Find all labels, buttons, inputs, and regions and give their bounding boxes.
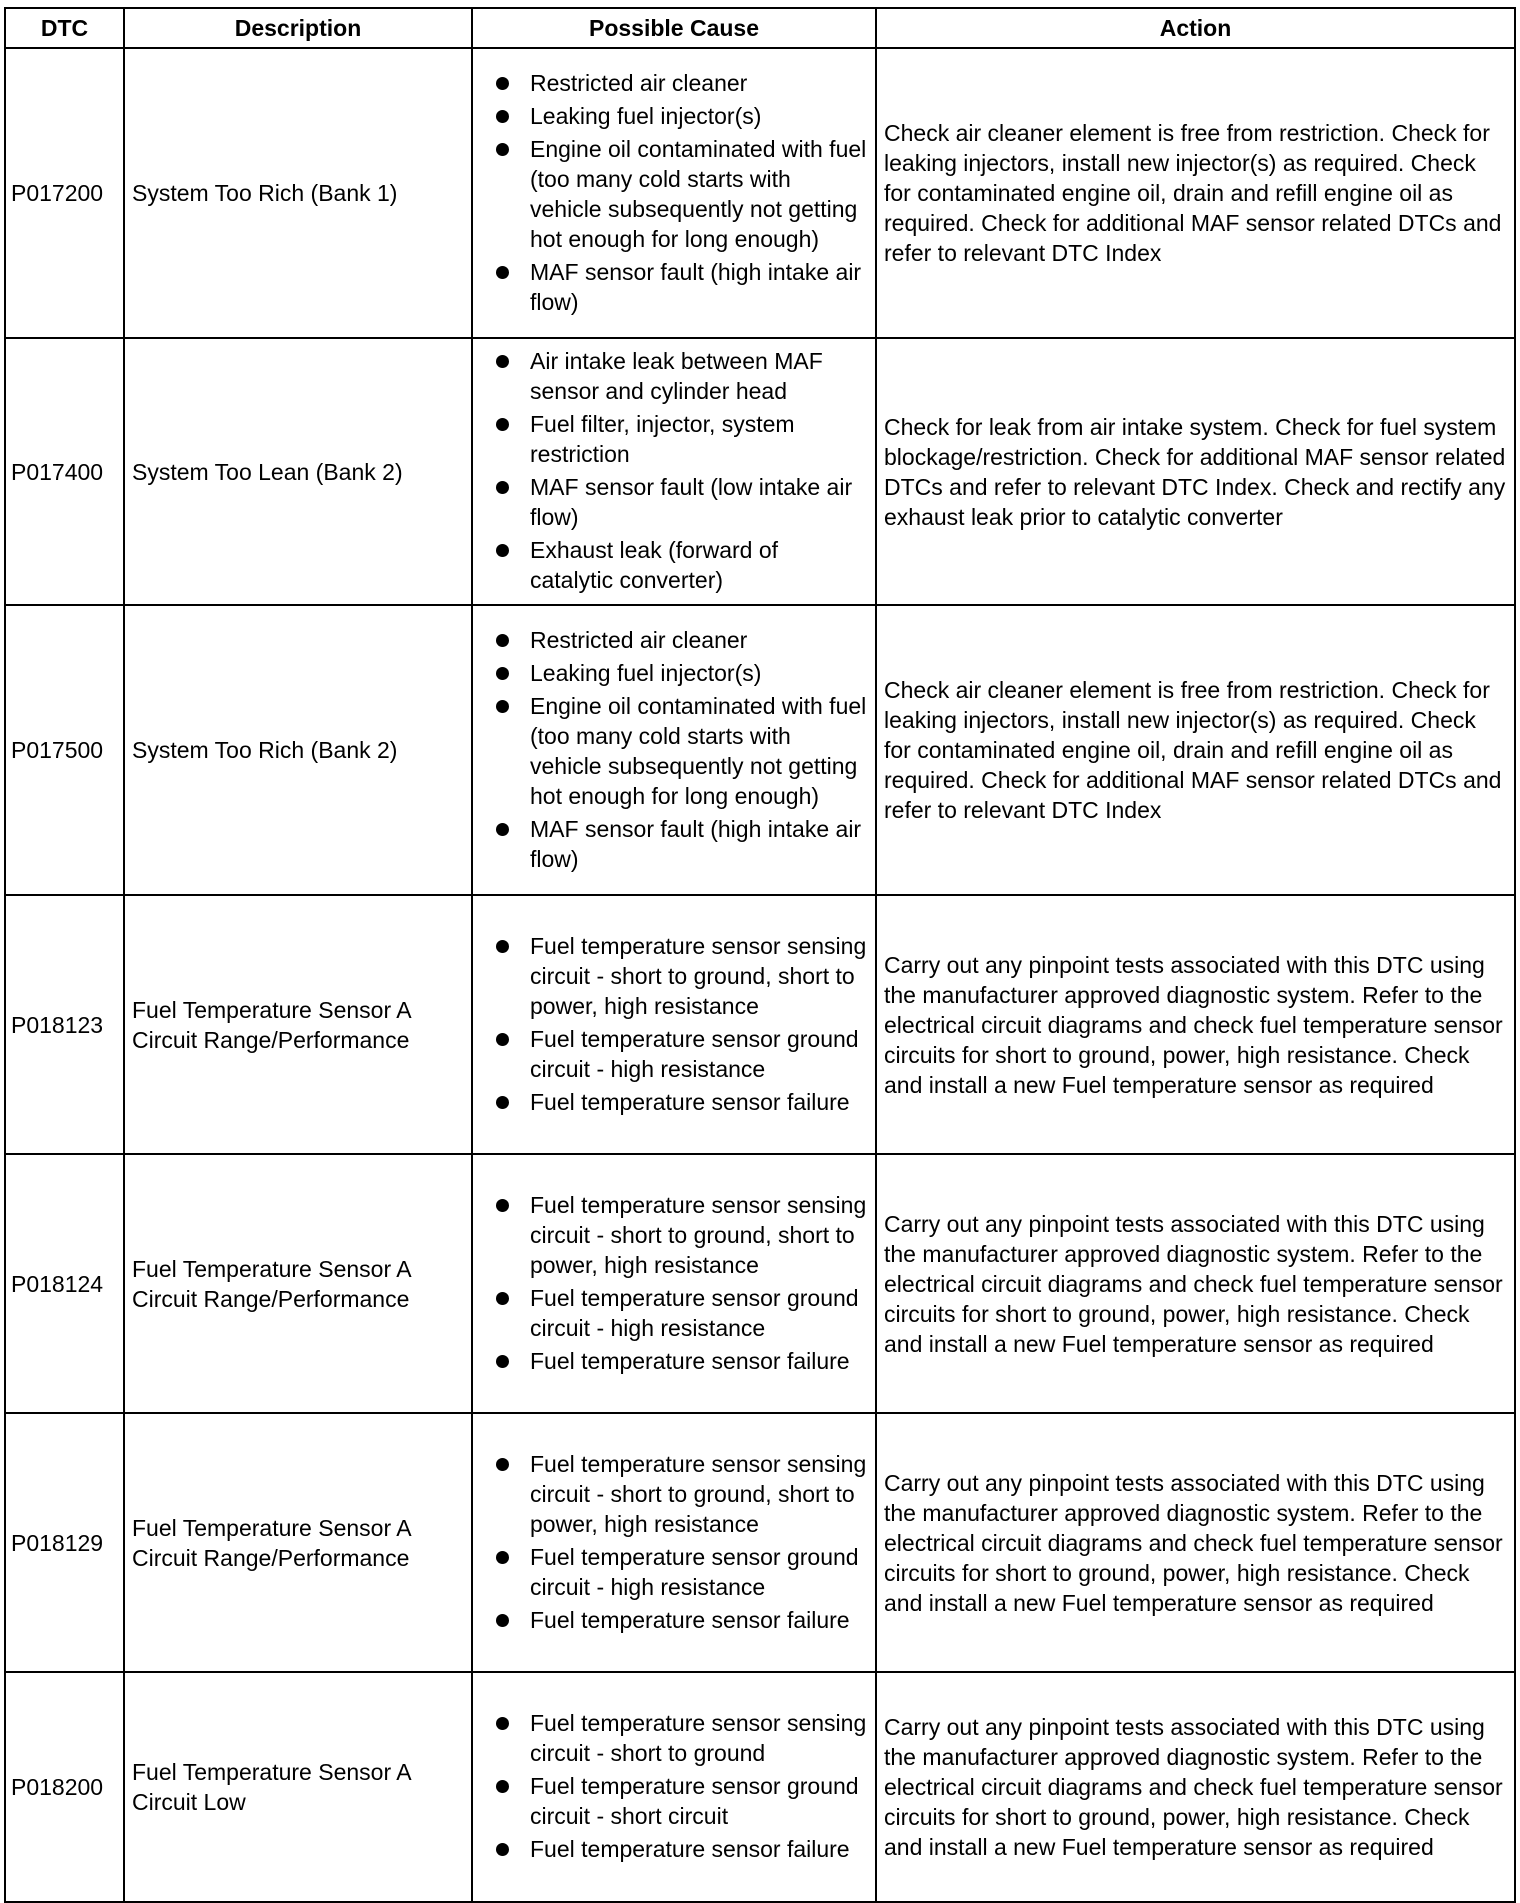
action-text: Carry out any pinpoint tests associated with this DTC using the manufacturer approved diagnostic system. Refer to the electrical circuit diagrams and check fuel temperature sensor circuits for short to ground, power, high resistance. Check and install a new Fuel temperature sensor as required [876, 1413, 1515, 1672]
cause-list [480, 68, 869, 317]
action-text: Carry out any pinpoint tests associated with this DTC using the manufacturer approved diagnostic system. Refer to the electrical circuit diagrams and check fuel temperature sensor circuits for short to ground, power, high resistance. Check and install a new Fuel temperature sensor as required [876, 1672, 1515, 1902]
cause-item: Fuel temperature sensor failure [480, 1834, 869, 1864]
action-text: Carry out any pinpoint tests associated with this DTC using the manufacturer approved diagnostic system. Refer to the electrical circuit diagrams and check fuel temperature sensor circuits for short to ground, power, high resistance. Check and install a new Fuel temperature sensor as required [876, 895, 1515, 1154]
table-row [5, 48, 1515, 338]
cause-list [480, 931, 869, 1117]
cause-item: Fuel temperature sensor sensing circuit - short to ground, short to power, high resistance [480, 1449, 869, 1539]
cause-item: Fuel temperature sensor sensing circuit - short to ground [480, 1708, 869, 1768]
cause-item: Fuel temperature sensor sensing circuit - short to ground, short to power, high resistance [480, 1190, 869, 1280]
dtc-description: Fuel Temperature Sensor A Circuit Low [124, 1672, 472, 1902]
action-text: Carry out any pinpoint tests associated with this DTC using the manufacturer approved diagnostic system. Refer to the electrical circuit diagrams and check fuel temperature sensor circuits for short to ground, power, high resistance. Check and install a new Fuel temperature sensor as required [876, 1154, 1515, 1413]
header-dtc: DTC [5, 8, 124, 48]
header-possible-cause: Possible Cause [472, 8, 876, 48]
table-header [5, 8, 1515, 48]
possible-cause-cell [472, 1413, 876, 1672]
dtc-description: Fuel Temperature Sensor A Circuit Range/Performance [124, 1154, 472, 1413]
cause-item: Fuel temperature sensor failure [480, 1346, 869, 1376]
cause-item: Engine oil contaminated with fuel (too many cold starts with vehicle subsequently not getting hot enough for long enough) [480, 134, 869, 254]
dtc-table [4, 7, 1516, 1903]
cause-item: Fuel temperature sensor failure [480, 1605, 869, 1635]
possible-cause-cell [472, 605, 876, 895]
possible-cause-cell [472, 1672, 876, 1902]
cause-item: Exhaust leak (forward of catalytic converter) [480, 535, 869, 595]
table-row [5, 605, 1515, 895]
cause-item: MAF sensor fault (high intake air flow) [480, 257, 869, 317]
cause-item: Fuel temperature sensor ground circuit - high resistance [480, 1024, 869, 1084]
cause-list [480, 1190, 869, 1376]
table-row [5, 1413, 1515, 1672]
dtc-description: Fuel Temperature Sensor A Circuit Range/Performance [124, 895, 472, 1154]
header-row [5, 8, 1515, 48]
dtc-code: P018129 [5, 1413, 124, 1672]
cause-item: MAF sensor fault (low intake air flow) [480, 472, 869, 532]
action-text: Check air cleaner element is free from restriction. Check for leaking injectors, install new injector(s) as required. Check for contaminated engine oil, drain and refill engine oil as required. Check for additional MAF sensor related DTCs and refer to relevant DTC Index [876, 48, 1515, 338]
header-action: Action [876, 8, 1515, 48]
cause-item: Engine oil contaminated with fuel (too many cold starts with vehicle subsequently not getting hot enough for long enough) [480, 691, 869, 811]
table-row [5, 895, 1515, 1154]
dtc-code: P017500 [5, 605, 124, 895]
cause-item: Air intake leak between MAF sensor and cylinder head [480, 346, 869, 406]
cause-item: Restricted air cleaner [480, 625, 869, 655]
action-text: Check for leak from air intake system. Check for fuel system blockage/restriction. Check for additional MAF sensor related DTCs and refer to relevant DTC Index. Check and rectify any exhaust leak prior to catalytic converter [876, 338, 1515, 605]
cause-list [480, 346, 869, 595]
cause-item: Leaking fuel injector(s) [480, 101, 869, 131]
dtc-document [4, 7, 1514, 1903]
dtc-code: P017200 [5, 48, 124, 338]
cause-list [480, 625, 869, 874]
cause-item: Fuel temperature sensor sensing circuit - short to ground, short to power, high resistance [480, 931, 869, 1021]
dtc-code: P018200 [5, 1672, 124, 1902]
dtc-code: P018124 [5, 1154, 124, 1413]
dtc-code: P018123 [5, 895, 124, 1154]
cause-item: Fuel temperature sensor ground circuit - short circuit [480, 1771, 869, 1831]
dtc-code: P017400 [5, 338, 124, 605]
cause-item: Restricted air cleaner [480, 68, 869, 98]
table-body [5, 48, 1515, 1902]
action-text: Check air cleaner element is free from restriction. Check for leaking injectors, install new injector(s) as required. Check for contaminated engine oil, drain and refill engine oil as required. Check for additional MAF sensor related DTCs and refer to relevant DTC Index [876, 605, 1515, 895]
cause-item: Fuel filter, injector, system restriction [480, 409, 869, 469]
dtc-description: System Too Rich (Bank 2) [124, 605, 472, 895]
possible-cause-cell [472, 1154, 876, 1413]
cause-item: Leaking fuel injector(s) [480, 658, 869, 688]
cause-item: Fuel temperature sensor failure [480, 1087, 869, 1117]
header-description: Description [124, 8, 472, 48]
table-row [5, 338, 1515, 605]
possible-cause-cell [472, 338, 876, 605]
cause-list [480, 1449, 869, 1635]
possible-cause-cell [472, 895, 876, 1154]
cause-item: MAF sensor fault (high intake air flow) [480, 814, 869, 874]
possible-cause-cell [472, 48, 876, 338]
cause-item: Fuel temperature sensor ground circuit - high resistance [480, 1542, 869, 1602]
dtc-description: System Too Lean (Bank 2) [124, 338, 472, 605]
cause-list [480, 1708, 869, 1864]
dtc-description: Fuel Temperature Sensor A Circuit Range/Performance [124, 1413, 472, 1672]
table-row [5, 1154, 1515, 1413]
dtc-description: System Too Rich (Bank 1) [124, 48, 472, 338]
table-row [5, 1672, 1515, 1902]
cause-item: Fuel temperature sensor ground circuit - high resistance [480, 1283, 869, 1343]
